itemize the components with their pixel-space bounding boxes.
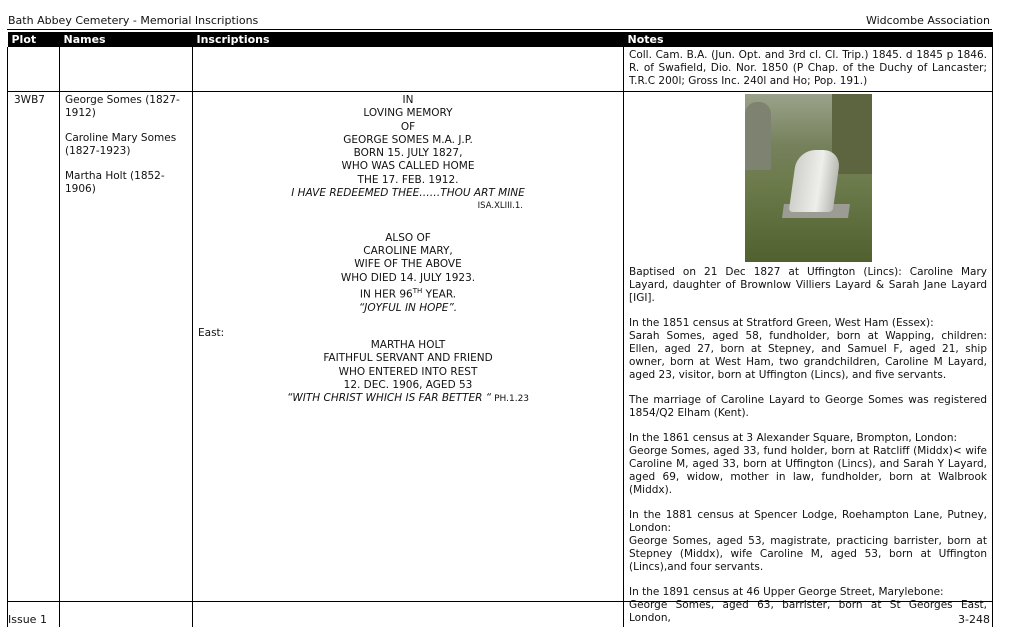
age-superscript: TH (412, 286, 423, 295)
photo-headstone (745, 102, 771, 170)
table-header-row (8, 32, 993, 47)
scripture-reference: ISA.XLIII.1. (477, 201, 523, 212)
note-paragraph: Sarah Somes, aged 58, fundholder, born at Wapping, children: Ellen, aged 27, born at Stepney, and Samuel F, aged 21, ship owner, born at West Ham, two grandchildren, Caroline M Layard, aged 23, visitor, born at Uffington (Lincs), and five servants. (629, 330, 987, 381)
scripture-quote: “JOYFUL IN HOPE”. (358, 301, 458, 314)
column-header-notes: Notes (624, 32, 993, 47)
notes-cell: Coll. Cam. B.A. (Jun. Opt. and 3rd cl. Cl. Trip.) 1845. d 1845 p 1846. R. of Swafield, Dio. Nor. 1850 (P Chap. of the Duchy of Lancaster; T.R.C 200l; Gross Inc. 240l and Ho; Pop. 191.) (624, 47, 993, 92)
scripture-reference: PH.1.23 (491, 394, 530, 405)
inscription-line: WHO DIED 14. JULY 1923. (340, 271, 476, 284)
inscription-line: 12. DEC. 1906, AGED 53 (343, 378, 473, 391)
inscription-line: FAITHFUL SERVANT AND FRIEND (323, 352, 493, 365)
inscriptions-cell (193, 47, 624, 92)
inscription-line: MARTHA HOLT (370, 338, 446, 351)
inscription-line: IN (402, 94, 414, 106)
column-header-inscriptions: Inscriptions (193, 32, 624, 47)
inscription-line: BORN 15. JULY 1827, (353, 147, 463, 160)
inscription-line: GEORGE SOMES M.A. J.P. (343, 133, 473, 146)
note-paragraph: George Somes, aged 63, barrister, born at St Georges East, London, (629, 599, 987, 624)
header-rule (7, 29, 992, 30)
inscription-line: LOVING MEMORY (363, 107, 453, 120)
inscription-line: OF (400, 120, 416, 133)
inscriptions-table (7, 32, 993, 627)
note-paragraph: In the 1861 census at 3 Alexander Square, Brompton, London: (629, 432, 958, 444)
inscription-caroline (198, 232, 618, 315)
footer-rule (7, 601, 992, 602)
note-paragraph: In the 1891 census at 46 Upper George Street, Marylebone: (629, 586, 944, 598)
east-side-label: East: (198, 326, 225, 339)
table-row (8, 47, 993, 92)
inscription-line: WHO WAS CALLED HOME (341, 160, 475, 173)
names-cell (60, 92, 193, 628)
scripture-quote: I HAVE REDEEMED THEE……THOU ART MINE (291, 187, 525, 200)
photo-ledger-stone (788, 150, 841, 212)
page-number: 3-248 (958, 613, 990, 626)
organization-name: Widcombe Association (865, 14, 990, 27)
note-paragraph: In the 1851 census at Stratford Green, West Ham (Essex): (629, 317, 934, 329)
note-paragraph: George Somes, aged 53, magistrate, practicing barrister, born at Stepney (Middx), wife Caroline M, aged 53, born at Uffington (Lincs),and four servants. (629, 535, 987, 573)
age-text-end: YEAR. (422, 288, 457, 301)
name-entry: George Somes (1827-1912) (65, 94, 180, 119)
inscriptions-cell (193, 92, 624, 628)
gravestone-photo (745, 94, 872, 262)
inscription-line: THE 17. FEB. 1912. (357, 173, 459, 186)
inscription-line: WIFE OF THE ABOVE (354, 258, 462, 271)
note-paragraph: George Somes, aged 33, fund holder, born at Ratcliff (Middx)< wife Caroline M, aged 33, born at Uffington (Lincs), and Sarah Y Layard, aged 69, widow, mother in law, fundholder, born at Walbrook (Middx). (629, 445, 987, 496)
inscription-line (198, 392, 618, 406)
inscription-george (198, 94, 618, 214)
table-row (8, 92, 993, 628)
issue-label: Issue 1 (8, 613, 47, 626)
note-paragraph: The marriage of Caroline Layard to George Somes was registered 1854/Q2 Elham (Kent). (629, 394, 987, 419)
document-title: Bath Abbey Cemetery - Memorial Inscriptions (8, 14, 259, 27)
scripture-quote: “WITH CHRIST WHICH IS FAR BETTER “ (286, 392, 492, 405)
inscription-line: CAROLINE MARY, (363, 244, 453, 257)
notes-cell (624, 92, 993, 628)
column-header-plot: Plot (8, 32, 60, 47)
name-entry: Caroline Mary Somes (1827-1923) (65, 132, 177, 157)
column-header-names: Names (60, 32, 193, 47)
name-entry: Martha Holt (1852-1906) (65, 170, 165, 195)
inscription-line: ALSO OF (385, 231, 431, 244)
inscription-line: WHO ENTERED INTO REST (338, 365, 478, 378)
inscription-martha (198, 339, 618, 406)
names-cell (60, 47, 193, 92)
plot-cell: 3WB7 (8, 92, 60, 628)
note-paragraph: Baptised on 21 Dec 1827 at Uffington (Lincs): Caroline Mary Layard, daughter of Brownlow Villiers Layard & Sarah Jane Layard [IGI]. (629, 266, 987, 304)
inscription-line (198, 285, 618, 302)
note-paragraph: In the 1881 census at Spencer Lodge, Roehampton Lane, Putney, London: (629, 509, 987, 534)
age-text: IN HER 96 (359, 288, 413, 301)
plot-cell (8, 47, 60, 92)
